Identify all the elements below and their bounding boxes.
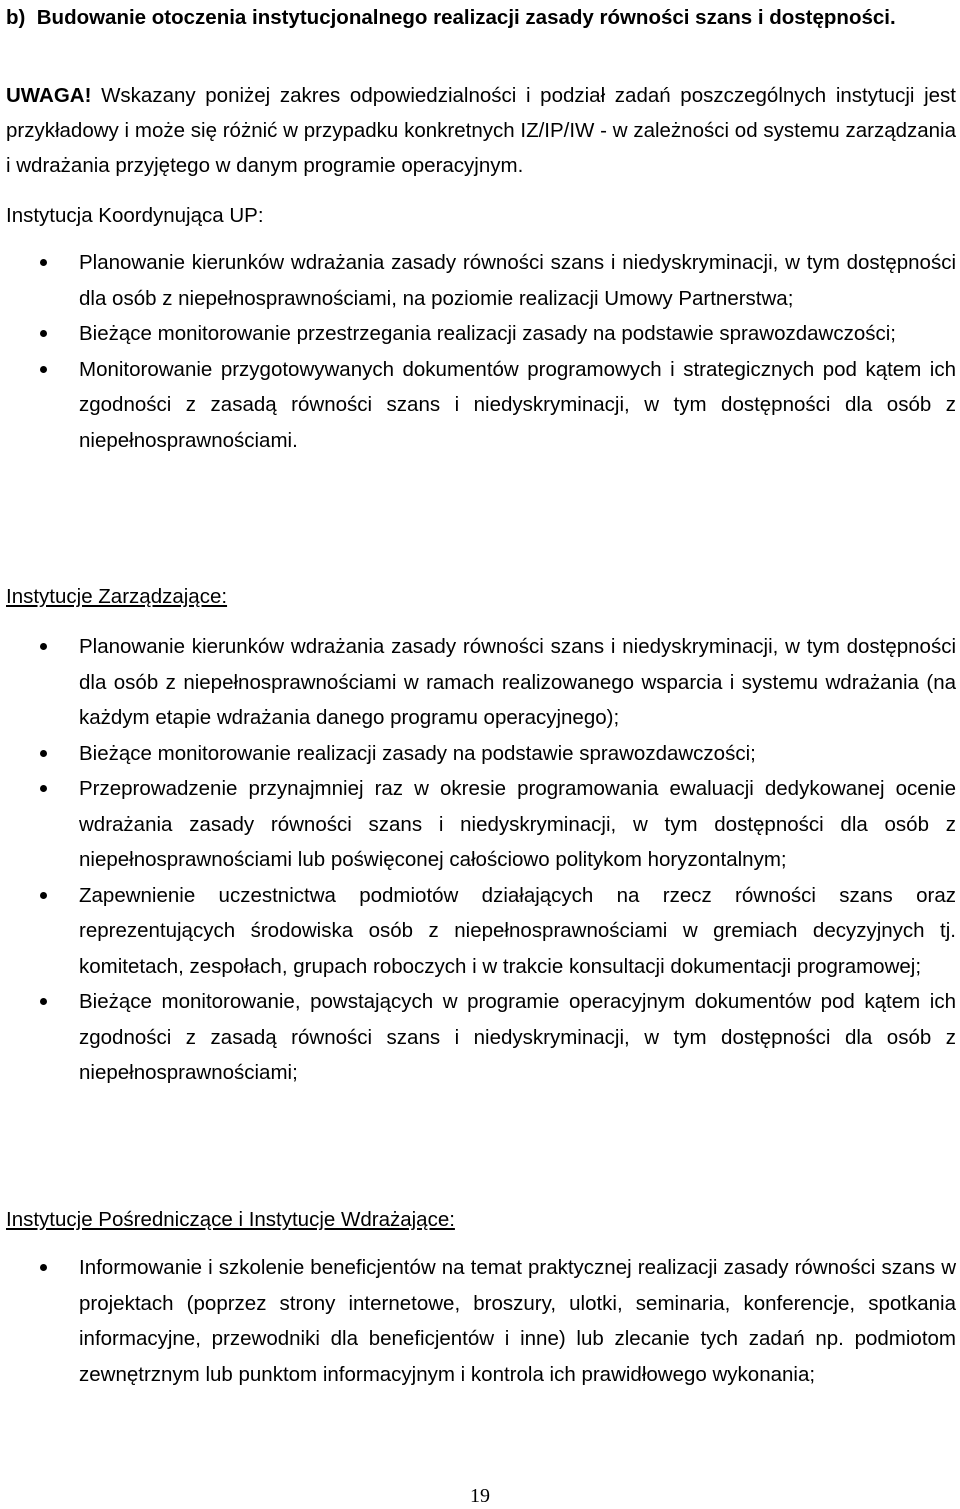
bullet-list-iz (6, 629, 956, 1091)
note-paragraph (6, 78, 956, 183)
list-item-text: Planowanie kierunków wdrażania zasady równości szans i niedyskryminacji, w tym dostępności dla osób z niepełnosprawnościami, na poziomie realizacji Umowy Partnerstwa; (79, 251, 956, 310)
section-title-ik-up: Instytucja Koordynująca UP: (6, 204, 264, 227)
list-item-text: Informowanie i szkolenie beneficjentów na temat praktycznej realizacji zasady równości szans w projektach (poprzez strony internetowe, broszury, ulotki, seminaria, konferencje, spotkania informacyjne, przewodniki dla beneficjentów i inne) lub zlecanie tych zadań np. podmiotom zewnętrznym lub punktom informacyjnym i kontrola ich prawidłowego wykonania; (79, 1256, 956, 1386)
note-text: Wskazany poniżej zakres odpowiedzialności i podział zadań poszczególnych instytucji jest przykładowy i może się różnić w przypadku konkretnych IZ/IP/IW - w zależności od systemu zarządzania i wdrażania przyjętego w danym programie operacyjnym. (6, 84, 956, 177)
section-title-iz: Instytucje Zarządzające: (6, 585, 228, 608)
list-item-text: Planowanie kierunków wdrażania zasady równości szans i niedyskryminacji, w tym dostępności dla osób z niepełnosprawnościami w ramach realizowanego wsparcia i systemu wdrażania (na każdym etapie wdrażania danego programu operacyjnego); (79, 635, 956, 729)
bullet-icon (40, 1264, 47, 1271)
list-item-text: Bieżące monitorowanie przestrzegania realizacji zasady na podstawie sprawozdawczości; (79, 322, 896, 345)
list-item-text: Monitorowanie przygotowywanych dokumentów programowych i strategicznych pod kątem ich zgodności z zasadą równości szans i niedyskryminacji, w tym dostępności dla osób z niepełnosprawnościami. (79, 357, 956, 452)
section-title-ip-iw: Instytucje Pośredniczące i Instytucje Wdrażające: (6, 1208, 455, 1231)
list-item-text: Bieżące monitorowanie realizacji zasady na podstawie sprawozdawczości; (79, 741, 756, 765)
list-item (6, 736, 956, 772)
bullet-list-ik-up (6, 245, 956, 458)
bullet-icon (40, 259, 47, 266)
bullet-icon (40, 750, 47, 757)
page-number: 19 (470, 1485, 490, 1507)
list-item (6, 245, 956, 316)
note-label: UWAGA! (6, 84, 92, 107)
list-item (6, 316, 956, 352)
bullet-icon (40, 330, 47, 337)
list-item (6, 984, 956, 1091)
list-item (6, 352, 956, 459)
list-item-text: Przeprowadzenie przynajmniej raz w okresie programowania ewaluacji dedykowanej ocenie wdrażania zasady równości szans i niedyskryminacji, w tym dostępności dla osób z niepełnosprawnościami lub poświęconej całościowo politykom horyzontalnym; (79, 777, 956, 871)
list-item (6, 629, 956, 736)
bullet-icon (40, 643, 47, 650)
section-heading-b: b) Budowanie otoczenia instytucjonalnego realizacji zasady równości szans i dostępności. (6, 6, 896, 29)
list-item-text: Zapewnienie uczestnictwa podmiotów działających na rzecz równości szans oraz reprezentujących środowiska osób z niepełnosprawnościami w gremiach decyzyjnych tj. komitetach, zespołach, grupach roboczych i w trakcie konsultacji dokumentacji programowej; (79, 883, 956, 978)
list-item (6, 878, 956, 985)
bullet-icon (40, 998, 47, 1005)
bullet-icon (40, 785, 47, 792)
list-item (6, 771, 956, 878)
list-item (6, 1250, 956, 1392)
bullet-icon (40, 892, 47, 899)
bullet-list-ip-iw (6, 1250, 956, 1392)
bullet-icon (40, 366, 47, 373)
list-item-text: Bieżące monitorowanie, powstających w programie operacyjnym dokumentów pod kątem ich zgodności z zasadą równości szans i niedyskryminacji, w tym dostępności dla osób z niepełnosprawnościami; (79, 990, 956, 1084)
